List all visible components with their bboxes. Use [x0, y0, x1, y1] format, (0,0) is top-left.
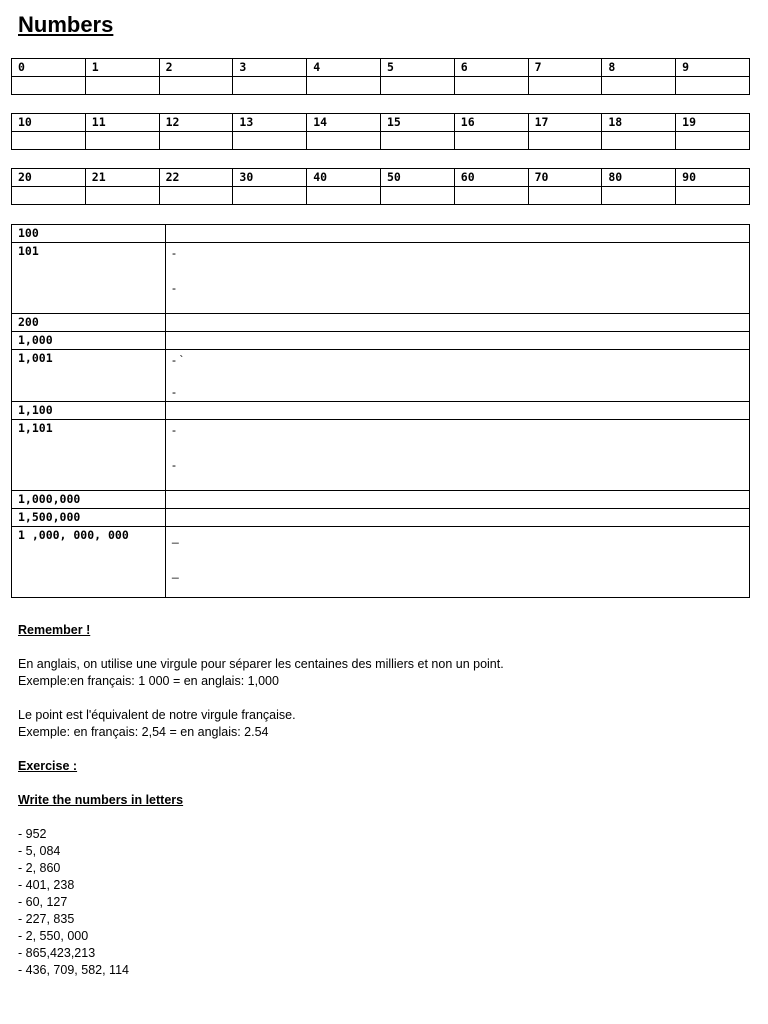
grid-answer-cell[interactable]: [159, 187, 233, 205]
grid-header-row: [12, 114, 750, 132]
number-row: [12, 243, 750, 314]
grid-number-cell: 12: [159, 114, 233, 132]
answer-dash: _: [172, 530, 179, 544]
grid-number-cell: 20: [12, 169, 86, 187]
answer-dash: -: [172, 385, 176, 399]
number-cell: 101: [12, 243, 166, 314]
grid-answer-cell[interactable]: [602, 77, 676, 95]
grid-answer-cell[interactable]: [380, 77, 454, 95]
grid-header-row: [12, 59, 750, 77]
number-cell: 1,100: [12, 402, 166, 420]
grid-number-cell: 9: [676, 59, 750, 77]
exercise-item: - 227, 835: [18, 912, 75, 926]
grid-answer-cell[interactable]: [12, 187, 86, 205]
grid-number-cell: 0: [12, 59, 86, 77]
grid-header-row: [12, 169, 750, 187]
number-row: [12, 491, 750, 509]
grid-answer-cell[interactable]: [233, 77, 307, 95]
answer-cell[interactable]: [166, 332, 750, 350]
number-row: [12, 332, 750, 350]
answer-cell[interactable]: [166, 225, 750, 243]
grid-number-cell: 18: [602, 114, 676, 132]
exercise-item: - 436, 709, 582, 114: [18, 963, 129, 977]
grid-answer-cell[interactable]: [528, 132, 602, 150]
grid-answer-cell[interactable]: [307, 132, 381, 150]
number-row: [12, 420, 750, 491]
number-row: [12, 402, 750, 420]
answer-dash: -: [172, 281, 176, 295]
grid-number-cell: 1: [85, 59, 159, 77]
number-cell: 1 ,000, 000, 000: [12, 527, 166, 598]
answer-dash: -: [172, 423, 176, 437]
grid-answer-cell[interactable]: [159, 77, 233, 95]
grid-answer-row: [12, 132, 750, 150]
answer-cell[interactable]: [166, 420, 750, 491]
grid-number-cell: 70: [528, 169, 602, 187]
exercise-heading: Exercise :: [18, 759, 78, 773]
grid-answer-cell[interactable]: [528, 187, 602, 205]
exercise-item: - 60, 127: [18, 895, 68, 909]
grid-answer-cell[interactable]: [233, 132, 307, 150]
answer-dash: _: [172, 565, 179, 579]
grid-answer-cell[interactable]: [85, 77, 159, 95]
grid-answer-cell[interactable]: [12, 132, 86, 150]
number-cell: 1,000,000: [12, 491, 166, 509]
grid-answer-cell[interactable]: [602, 187, 676, 205]
grid-number-cell: 40: [307, 169, 381, 187]
grid-answer-row: [12, 187, 750, 205]
grid-answer-cell[interactable]: [307, 77, 381, 95]
answer-cell[interactable]: [166, 509, 750, 527]
grid-number-cell: 90: [676, 169, 750, 187]
grid-number-cell: 50: [380, 169, 454, 187]
numbers-grid-0-9: [11, 58, 750, 95]
remember-line-1: En anglais, on utilise une virgule pour séparer les centaines des milliers et non un point.: [18, 657, 504, 671]
grid-answer-cell[interactable]: [12, 77, 86, 95]
answer-cell[interactable]: [166, 527, 750, 598]
grid-number-cell: 3: [233, 59, 307, 77]
number-row: [12, 314, 750, 332]
grid-number-cell: 2: [159, 59, 233, 77]
answer-dash: -: [172, 458, 176, 472]
grid-answer-cell[interactable]: [676, 187, 750, 205]
grid-number-cell: 5: [380, 59, 454, 77]
grid-number-cell: 22: [159, 169, 233, 187]
grid-answer-cell[interactable]: [380, 187, 454, 205]
grid-answer-cell[interactable]: [454, 77, 528, 95]
exercise-instruction: Write the numbers in letters: [18, 793, 184, 807]
numbers-grid-10-19: [11, 113, 750, 150]
numbers-grid-20-90: [11, 168, 750, 205]
remember-line-2: Exemple:en français: 1 000 = en anglais: 1,000: [18, 674, 279, 688]
grid-answer-cell[interactable]: [380, 132, 454, 150]
grid-number-cell: 13: [233, 114, 307, 132]
number-row: [12, 350, 750, 402]
large-numbers-table: [11, 224, 750, 598]
page-title: Numbers: [18, 12, 114, 37]
number-cell: 1,000: [12, 332, 166, 350]
grid-answer-cell[interactable]: [454, 132, 528, 150]
grid-answer-cell[interactable]: [307, 187, 381, 205]
answer-cell[interactable]: [166, 243, 750, 314]
remember-line-4: Exemple: en français: 2,54 = en anglais: 2.54: [18, 725, 269, 739]
number-row: [12, 527, 750, 598]
grid-number-cell: 19: [676, 114, 750, 132]
answer-dash: - `: [172, 353, 184, 367]
exercise-item: - 952: [18, 827, 47, 841]
grid-answer-cell[interactable]: [602, 132, 676, 150]
number-row: [12, 225, 750, 243]
number-cell: 1,101: [12, 420, 166, 491]
grid-number-cell: 8: [602, 59, 676, 77]
exercise-item: - 401, 238: [18, 878, 75, 892]
grid-answer-cell[interactable]: [233, 187, 307, 205]
exercise-item: - 5, 084: [18, 844, 61, 858]
remember-heading: Remember !: [18, 623, 91, 637]
grid-number-cell: 7: [528, 59, 602, 77]
answer-cell[interactable]: [166, 314, 750, 332]
grid-number-cell: 30: [233, 169, 307, 187]
grid-answer-cell[interactable]: [676, 77, 750, 95]
grid-number-cell: 4: [307, 59, 381, 77]
grid-answer-row: [12, 77, 750, 95]
grid-number-cell: 17: [528, 114, 602, 132]
answer-cell[interactable]: [166, 491, 750, 509]
exercise-list: [18, 826, 504, 979]
answer-dash: -: [172, 246, 176, 260]
grid-number-cell: 6: [454, 59, 528, 77]
number-cell: 200: [12, 314, 166, 332]
grid-number-cell: 80: [602, 169, 676, 187]
grid-number-cell: 16: [454, 114, 528, 132]
grid-number-cell: 15: [380, 114, 454, 132]
grid-number-cell: 14: [307, 114, 381, 132]
exercise-item: - 865,423,213: [18, 946, 96, 960]
answer-cell[interactable]: [166, 350, 750, 402]
number-row: [12, 509, 750, 527]
grid-number-cell: 21: [85, 169, 159, 187]
notes-section: [18, 622, 504, 979]
grid-answer-cell[interactable]: [85, 187, 159, 205]
answer-cell[interactable]: [166, 402, 750, 420]
grid-number-cell: 60: [454, 169, 528, 187]
grid-answer-cell[interactable]: [676, 132, 750, 150]
number-cell: 1,500,000: [12, 509, 166, 527]
exercise-item: - 2, 550, 000: [18, 929, 89, 943]
number-cell: 1,001: [12, 350, 166, 402]
exercise-item: - 2, 860: [18, 861, 61, 875]
grid-answer-cell[interactable]: [454, 187, 528, 205]
grid-number-cell: 11: [85, 114, 159, 132]
grid-answer-cell[interactable]: [528, 77, 602, 95]
number-cell: 100: [12, 225, 166, 243]
grid-number-cell: 10: [12, 114, 86, 132]
remember-line-3: Le point est l'équivalent de notre virgule française.: [18, 708, 296, 722]
grid-answer-cell[interactable]: [159, 132, 233, 150]
grid-answer-cell[interactable]: [85, 132, 159, 150]
